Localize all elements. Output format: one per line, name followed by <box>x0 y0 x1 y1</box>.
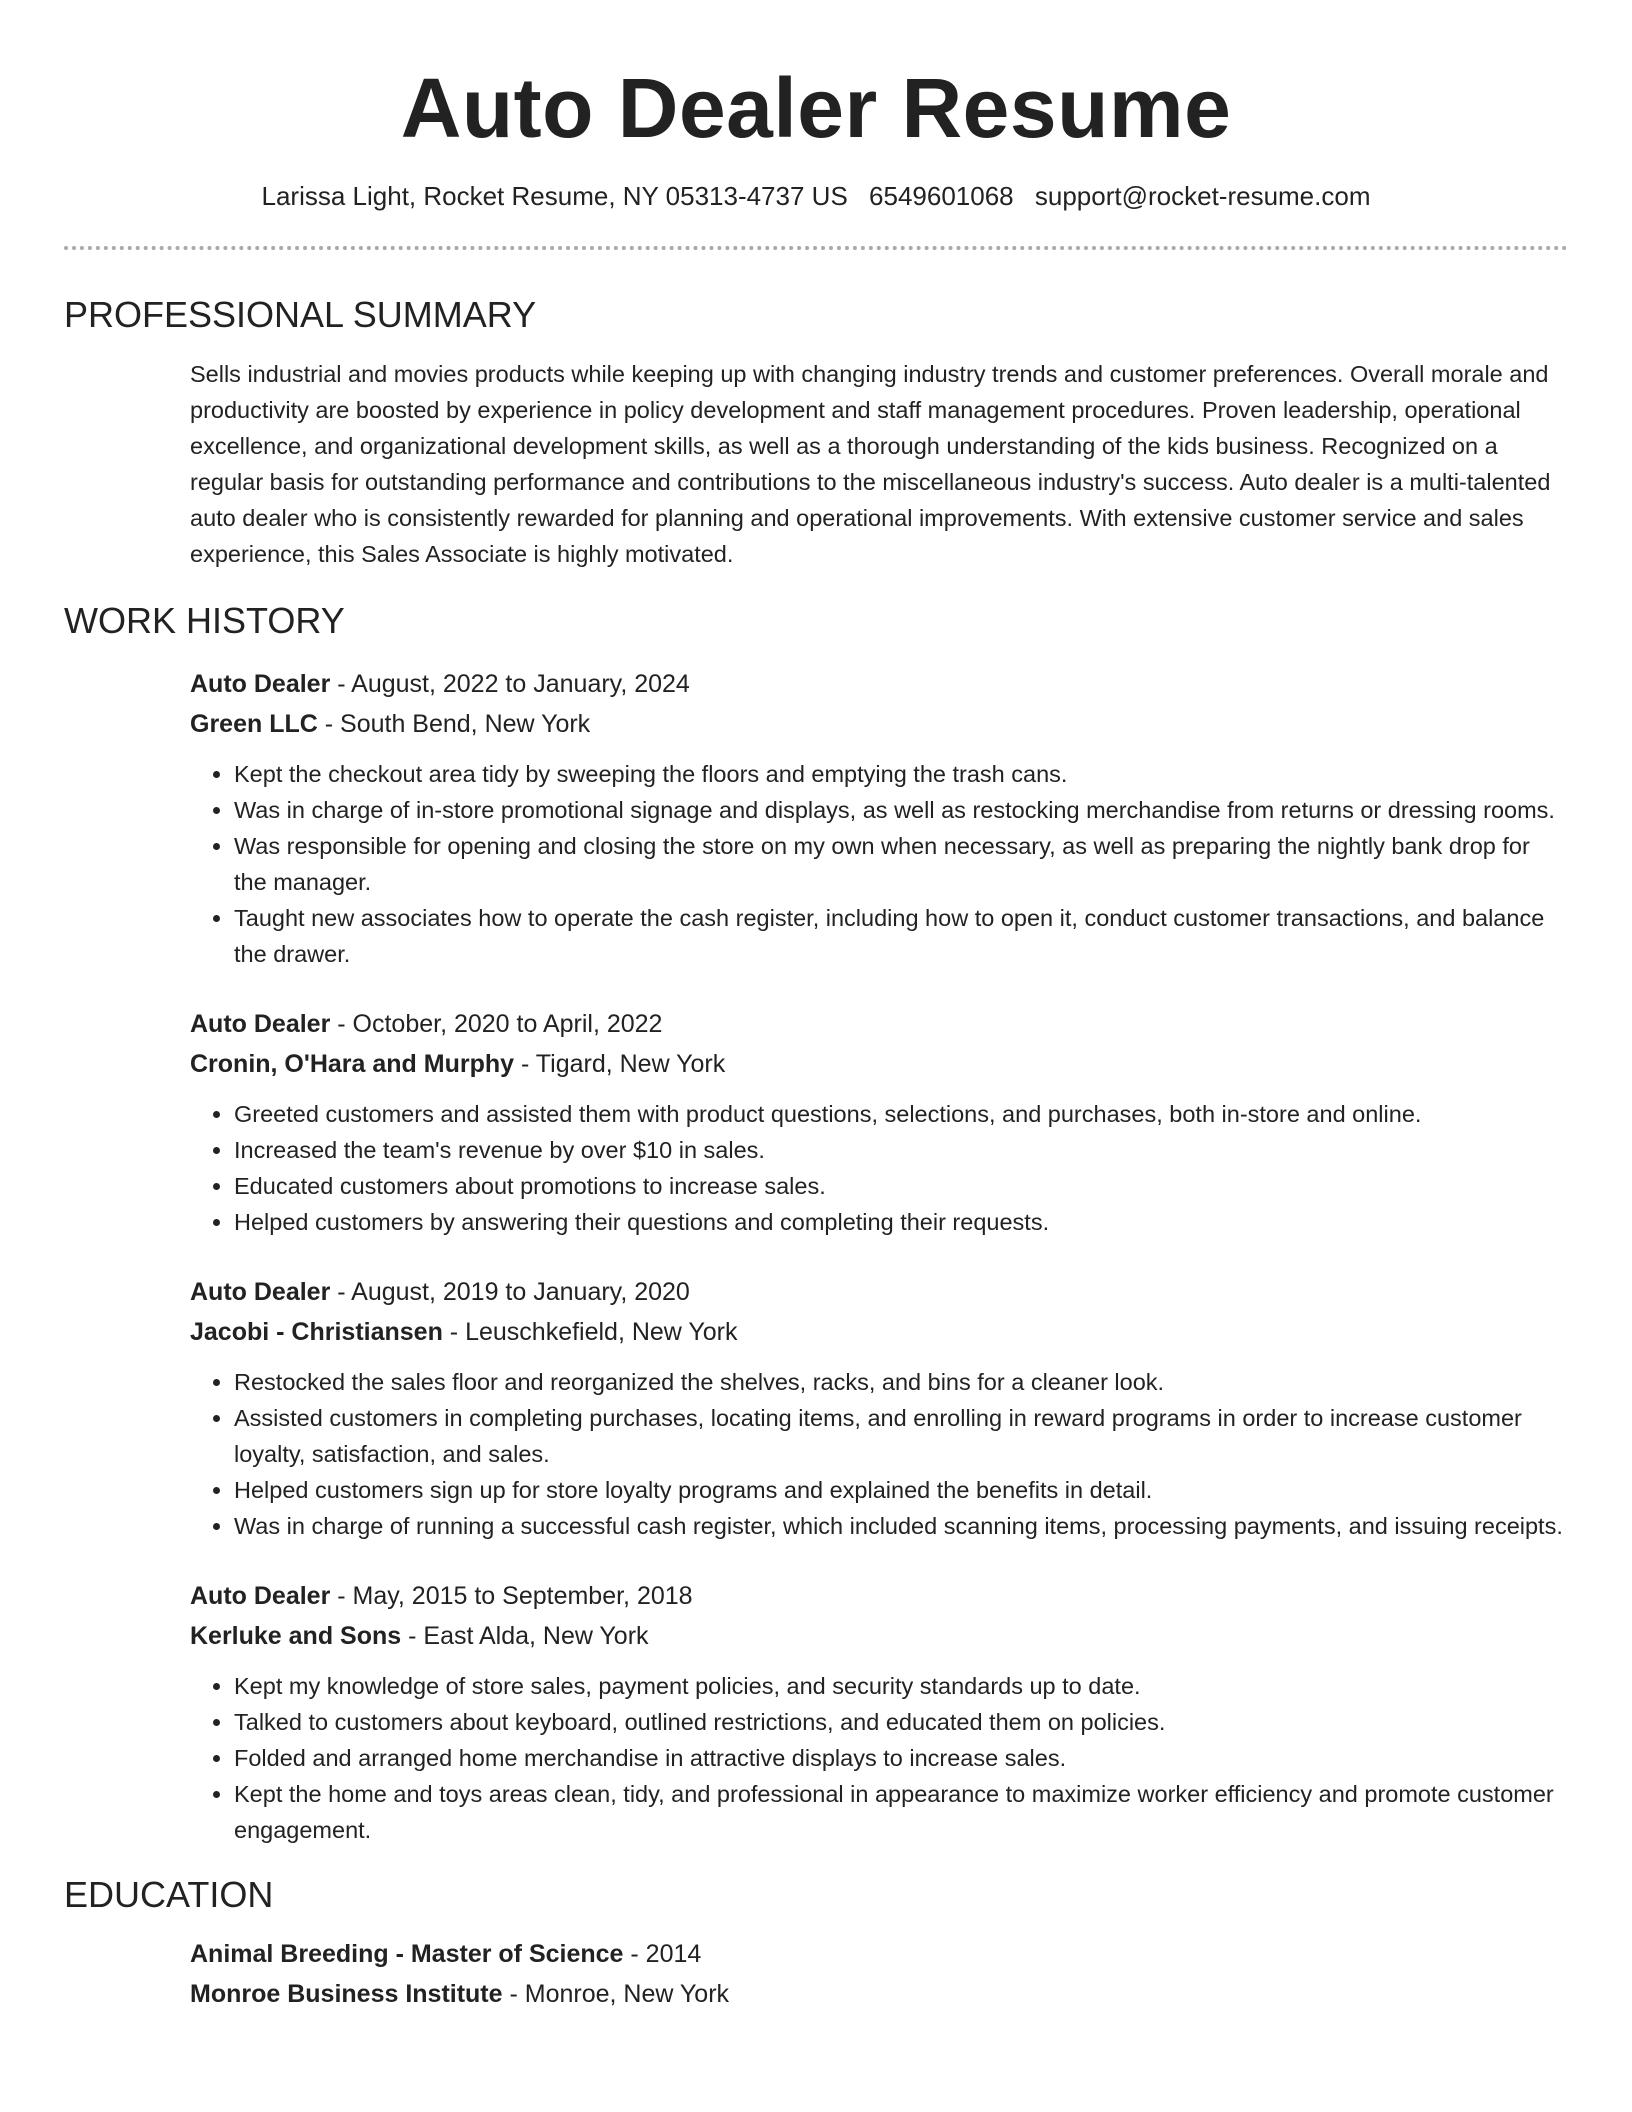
job-bullets <box>190 1364 1566 1544</box>
job-location: - East Alda, New York <box>401 1621 649 1650</box>
contact-line <box>0 181 1632 212</box>
contact-address: Larissa Light, Rocket Resume, NY 05313-4737 US <box>261 180 848 211</box>
job-location: - Leuschkefield, New York <box>442 1317 738 1346</box>
education-entry <box>0 1934 1632 2014</box>
job-bullet: • Was in charge of running a successful cash register, which included scanning items, processing payments, and issuing receipts. <box>234 1508 1566 1544</box>
job-company-line <box>190 1044 1566 1084</box>
job-bullet: • Kept the home and toys areas clean, tidy, and professional in appearance to maximize worker efficiency and promote customer engagement. <box>234 1776 1566 1848</box>
job-company: Kerluke and Sons <box>190 1621 402 1650</box>
job-bullet: • Taught new associates how to operate the cash register, including how to open it, conduct customer transactions, and balance the drawer. <box>234 900 1566 972</box>
contact-email: support@rocket-resume.com <box>1034 180 1371 211</box>
job-title-line <box>190 664 1566 704</box>
education-school: Monroe Business Institute <box>190 1979 503 2008</box>
job-location: - Tigard, New York <box>514 1049 726 1078</box>
job-bullets <box>190 1096 1566 1240</box>
job-title-line <box>190 1272 1566 1312</box>
education-school-line <box>190 1974 1566 2014</box>
header-divider <box>64 246 1568 250</box>
job-dates: - October, 2020 to April, 2022 <box>330 1009 663 1038</box>
job-title-line <box>190 1004 1566 1044</box>
job-bullet: • Was responsible for opening and closing the store on my own when necessary, as well as preparing the nightly bank drop for the manager. <box>234 828 1566 900</box>
job-bullet: • Educated customers about promotions to increase sales. <box>234 1168 1566 1204</box>
education-year: - 2014 <box>623 1939 702 1968</box>
job-entry <box>0 664 1632 972</box>
job-title-line <box>190 1576 1566 1616</box>
job-company-line <box>190 1616 1566 1656</box>
job-bullets <box>190 1668 1566 1848</box>
job-location: - South Bend, New York <box>317 709 591 738</box>
education-degree: Animal Breeding - Master of Science <box>190 1939 624 1968</box>
resume-title: Auto Dealer Resume <box>400 61 1232 155</box>
work-history-heading: WORK HISTORY <box>64 599 345 641</box>
education-location: - Monroe, New York <box>502 1979 730 2008</box>
job-company: Jacobi - Christiansen <box>190 1317 443 1346</box>
job-dates: - May, 2015 to September, 2018 <box>330 1581 693 1610</box>
job-bullet: • Increased the team's revenue by over $10 in sales. <box>234 1132 1566 1168</box>
job-bullet: • Talked to customers about keyboard, outlined restrictions, and educated them on policies. <box>234 1704 1566 1740</box>
job-company: Cronin, O'Hara and Murphy <box>190 1049 515 1078</box>
job-bullet: • Helped customers sign up for store loyalty programs and explained the benefits in detail. <box>234 1472 1566 1508</box>
job-company-line <box>190 1312 1566 1352</box>
job-bullet: • Kept the checkout area tidy by sweeping the floors and emptying the trash cans. <box>234 756 1566 792</box>
job-role: Auto Dealer <box>190 669 331 698</box>
job-role: Auto Dealer <box>190 1009 331 1038</box>
education-degree-line <box>190 1934 1566 1974</box>
summary-text: Sells industrial and movies products while keeping up with changing industry trends and customer preferences. Overall morale and productivity are boosted by experience in policy development and staff management procedures. Proven leadership, operational excellence, and organizational development skills, as well as a thorough understanding of the kids business. Recognized on a regular basis for outstanding performance and contributions to the miscellaneous industry's success. Auto dealer is a multi-talented auto dealer who is consistently rewarded for planning and operational improvements. With extensive customer service and sales experience, this Sales Associate is highly motivated. <box>190 360 1551 567</box>
job-entry <box>0 1004 1632 1240</box>
contact-phone: 6549601068 <box>869 180 1014 211</box>
job-dates: - August, 2022 to January, 2024 <box>330 669 690 698</box>
job-bullet: • Helped customers by answering their questions and completing their requests. <box>234 1204 1566 1240</box>
job-bullets <box>190 756 1566 972</box>
job-bullet: • Kept my knowledge of store sales, payment policies, and security standards up to date. <box>234 1668 1566 1704</box>
summary-heading: PROFESSIONAL SUMMARY <box>64 293 537 335</box>
job-bullet: • Was in charge of in-store promotional signage and displays, as well as restocking merchandise from returns or dressing rooms. <box>234 792 1566 828</box>
job-company-line <box>190 704 1566 744</box>
job-bullet: • Restocked the sales floor and reorganized the shelves, racks, and bins for a cleaner look. <box>234 1364 1566 1400</box>
job-dates: - August, 2019 to January, 2020 <box>330 1277 690 1306</box>
education-heading: EDUCATION <box>64 1873 274 1915</box>
job-entry <box>0 1576 1632 1848</box>
job-entry <box>0 1272 1632 1544</box>
job-role: Auto Dealer <box>190 1277 331 1306</box>
job-company: Green LLC <box>190 709 318 738</box>
job-bullet: • Greeted customers and assisted them with product questions, selections, and purchases, both in-store and online. <box>234 1096 1566 1132</box>
job-bullet: • Folded and arranged home merchandise in attractive displays to increase sales. <box>234 1740 1566 1776</box>
job-role: Auto Dealer <box>190 1581 331 1610</box>
job-bullet: • Assisted customers in completing purchases, locating items, and enrolling in reward programs in order to increase customer loyalty, satisfaction, and sales. <box>234 1400 1566 1472</box>
